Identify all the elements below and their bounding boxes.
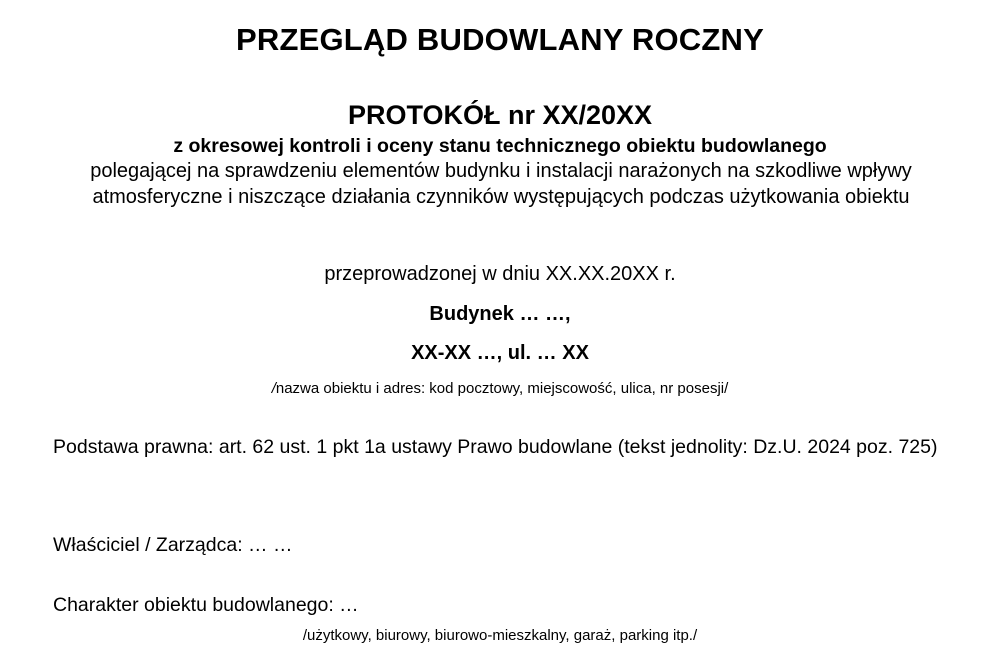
building-character-field: Charakter obiektu budowlanego: … xyxy=(53,594,359,616)
protocol-title: PROTOKÓŁ nr XX/20XX xyxy=(347,100,653,130)
protocol-description: polegającej na sprawdzeniu elementów budynku i instalacji narażonych na szkodliwe wpływy atmosferyczne i niszczące działania czynników występujących podczas użytkowania obiektu xyxy=(90,160,912,208)
address-caption-slash: / xyxy=(271,380,276,397)
address-caption-text: nazwa obiektu i adres: kod pocztowy, miejscowość, ulica, nr posesji/ xyxy=(275,380,729,397)
address-caption xyxy=(0,378,1000,400)
inspection-date-line: przeprowadzonej w dniu XX.XX.20XX r. xyxy=(324,263,676,285)
owner-field: Właściciel / Zarządca: … … xyxy=(53,534,293,556)
protocol-subtitle: z okresowej kontroli i oceny stanu technicznego obiektu budowlanego xyxy=(173,135,827,157)
building-name: Budynek … …, xyxy=(429,303,571,325)
building-address: XX-XX …, ul. … XX xyxy=(411,342,589,364)
legal-basis: Podstawa prawna: art. 62 ust. 1 pkt 1a ustawy Prawo budowlane (tekst jednolity: Dz.U. 2024 poz. 725) xyxy=(53,436,938,458)
main-title: PRZEGLĄD BUDOWLANY ROCZNY xyxy=(236,22,764,57)
building-character-caption: /użytkowy, biurowy, biurowo-mieszkalny, garaż, parking itp./ xyxy=(302,627,698,644)
